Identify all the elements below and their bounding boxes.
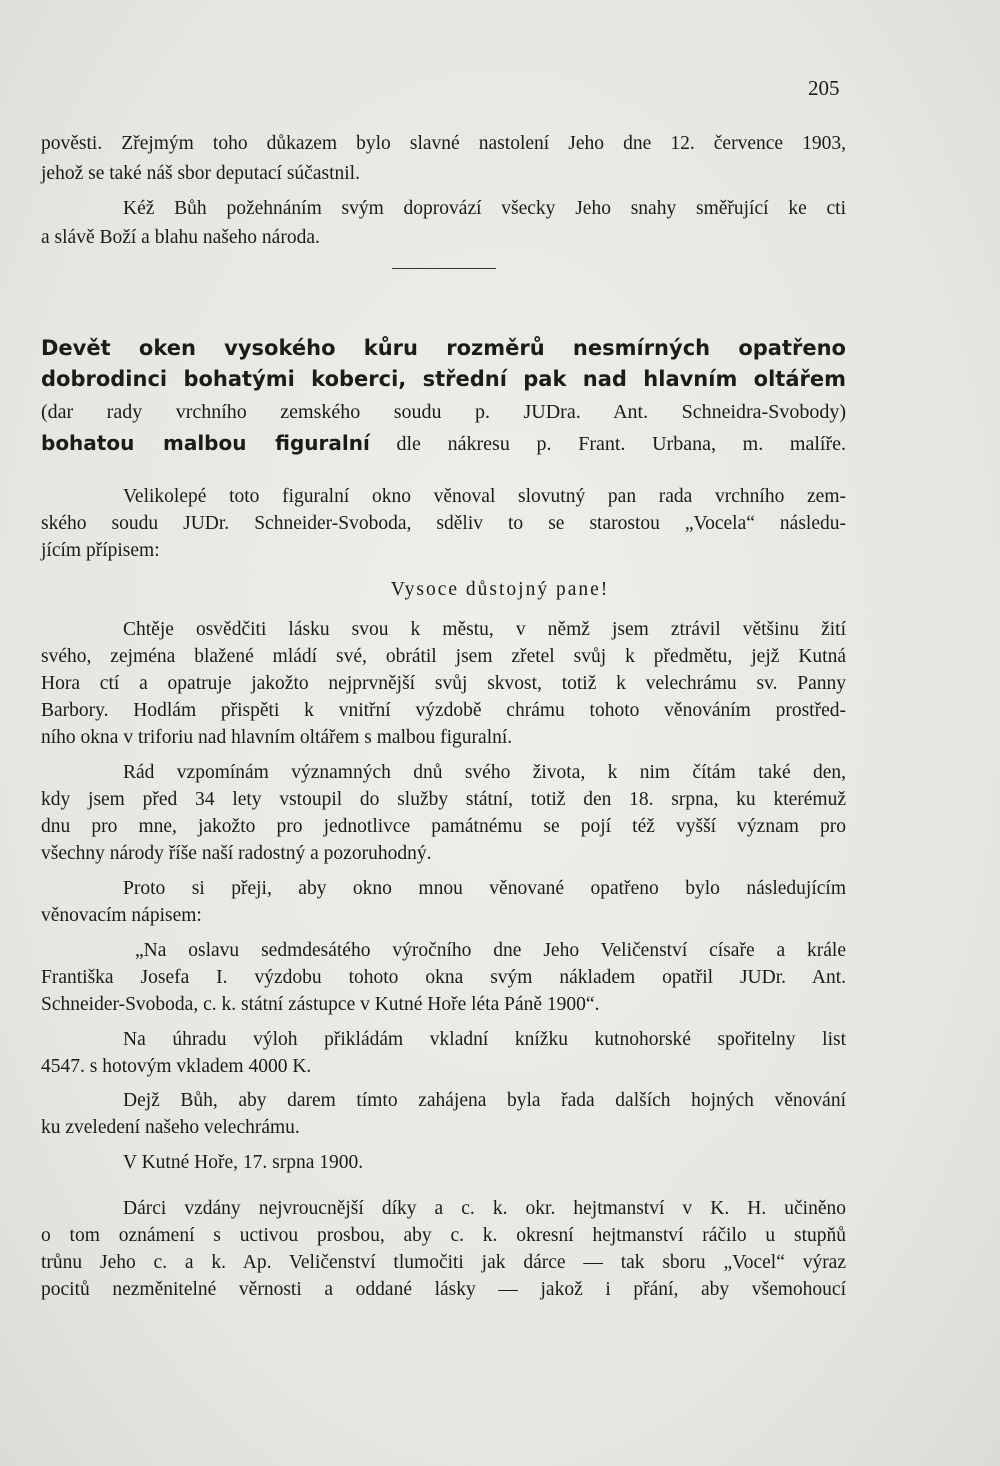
letter-p2-line-4: všechny národy říše naší radostný a pozoruhodný. [41, 843, 432, 864]
letter-p2-line-3: dnu pro mne, jakožto pro jednotlivce památnému se pojí též vyšší význam pro [41, 816, 846, 837]
letter-intro-line-2: ského soudu JUDr. Schneider-Svoboda, sděliv to se starostou „Vocela“ následu- [41, 513, 846, 534]
blessing-line-1: Kéž Bůh požehnáním svým doprovází všecky Jeho snahy směřující ke cti [123, 198, 846, 219]
closing-line-4: pocitů nezměnitelné věrnosti a oddané lásky — jakož i přání, aby všemohoucí [41, 1279, 846, 1300]
closing-line-2: o tom oznámení s uctivou prosbou, aby c. k. okresní hejtmanství ráčilo u stupňů [41, 1225, 846, 1246]
letter-p4-line-2: 4547. s hotovým vkladem 4000 K. [41, 1056, 312, 1077]
letter-intro-line-3: jícím přípisem: [41, 540, 160, 561]
closing-line-1: Dárci vzdány nejvroucnější díky a c. k. okr. hejtmanství v K. H. učiněno [123, 1198, 846, 1219]
heading-line-4-rest: dle nákresu p. Frant. Urbana, m. malíře. [369, 433, 846, 455]
inscription-line-1: „Na oslavu sedmdesátého výročního dne Jeho Veličenství císaře a krále [135, 940, 846, 961]
letter-p3-line-1: Proto si přeji, aby okno mnou věnované opatřeno bylo následujícím [123, 878, 846, 899]
letter-p4-line-1: Na úhradu výloh přikládám vkladní knížku kutnohorské spořitelny list [123, 1029, 846, 1050]
letter-place-date: V Kutné Hoře, 17. srpna 1900. [123, 1152, 364, 1173]
letter-p2-line-1: Rád vzpomínám významných dnů svého života, k nim čítám také den, [123, 762, 846, 783]
heading-line-3: (dar rady vrchního zemského soudu p. JUDra. Ant. Schneidra-Svobody) [41, 401, 846, 423]
inscription-line-2: Františka Josefa I. výzdobu tohoto okna svým nákladem opatřil JUDr. Ant. [41, 967, 846, 988]
letter-p5-line-2: ku zveledení našeho velechrámu. [41, 1117, 300, 1138]
heading-bold-phrase: bohatou malbou figuralní [41, 431, 370, 455]
inscription-line-3: Schneider-Svoboda, c. k. státní zástupce v Kutné Hoře léta Páně 1900“. [41, 994, 600, 1015]
letter-p1-line-1: Chtěje osvědčiti lásku svou k městu, v němž jsem ztrávil většinu žití [123, 619, 846, 640]
letter-p2-line-2: kdy jsem před 34 lety vstoupil do služby státní, totiž den 18. srpna, ku kterémuž [41, 789, 846, 810]
letter-p1-line-3: Hora ctí a opatruje jakožto nejprvnější svůj skvost, totiž k velechrámu sv. Panny [41, 673, 846, 694]
page-number: 205 [808, 76, 840, 100]
closing-line-3: trůnu Jeho c. a k. Ap. Veličenství tlumočiti jak dárce — tak sboru „Vocel“ výraz [41, 1252, 846, 1273]
blessing-line-2: a slávě Boží a blahu našeho národa. [41, 227, 320, 248]
letter-p1-line-4: Barbory. Hodlám přispěti k vnitřní výzdobě chrámu tohoto věnováním prostřed- [41, 700, 846, 721]
letter-intro-line-1: Velikolepé toto figuralní okno věnoval slovutný pan rada vrchního zem- [123, 486, 846, 507]
heading-line-4 [41, 428, 846, 459]
intro-line-2: jehož se také náš sbor deputací súčastnil. [41, 163, 360, 184]
section-divider [392, 268, 496, 269]
letter-p5-line-1: Dejž Bůh, aby darem tímto zahájena byla řada dalších hojných věnování [123, 1090, 846, 1111]
letter-p1-line-2: svého, zejména blažené mládí své, obrátil jsem zřetel svůj k předmětu, jejž Kutná [41, 646, 846, 667]
letter-p1-line-5: ního okna v triforiu nad hlavním oltářem s malbou figuralní. [41, 727, 513, 748]
letter-salutation: Vysoce důstojný pane! [390, 579, 610, 600]
intro-line-1: pověsti. Zřejmým toho důkazem bylo slavné nastolení Jeho dne 12. července 1903, [41, 133, 846, 154]
heading-line-1: Devět oken vysokého kůru rozměrů nesmírných opatřeno [41, 336, 846, 360]
letter-p3-line-2: věnovacím nápisem: [41, 905, 202, 926]
heading-line-2: dobrodinci bohatými koberci, střední pak nad hlavním oltářem [41, 367, 846, 391]
